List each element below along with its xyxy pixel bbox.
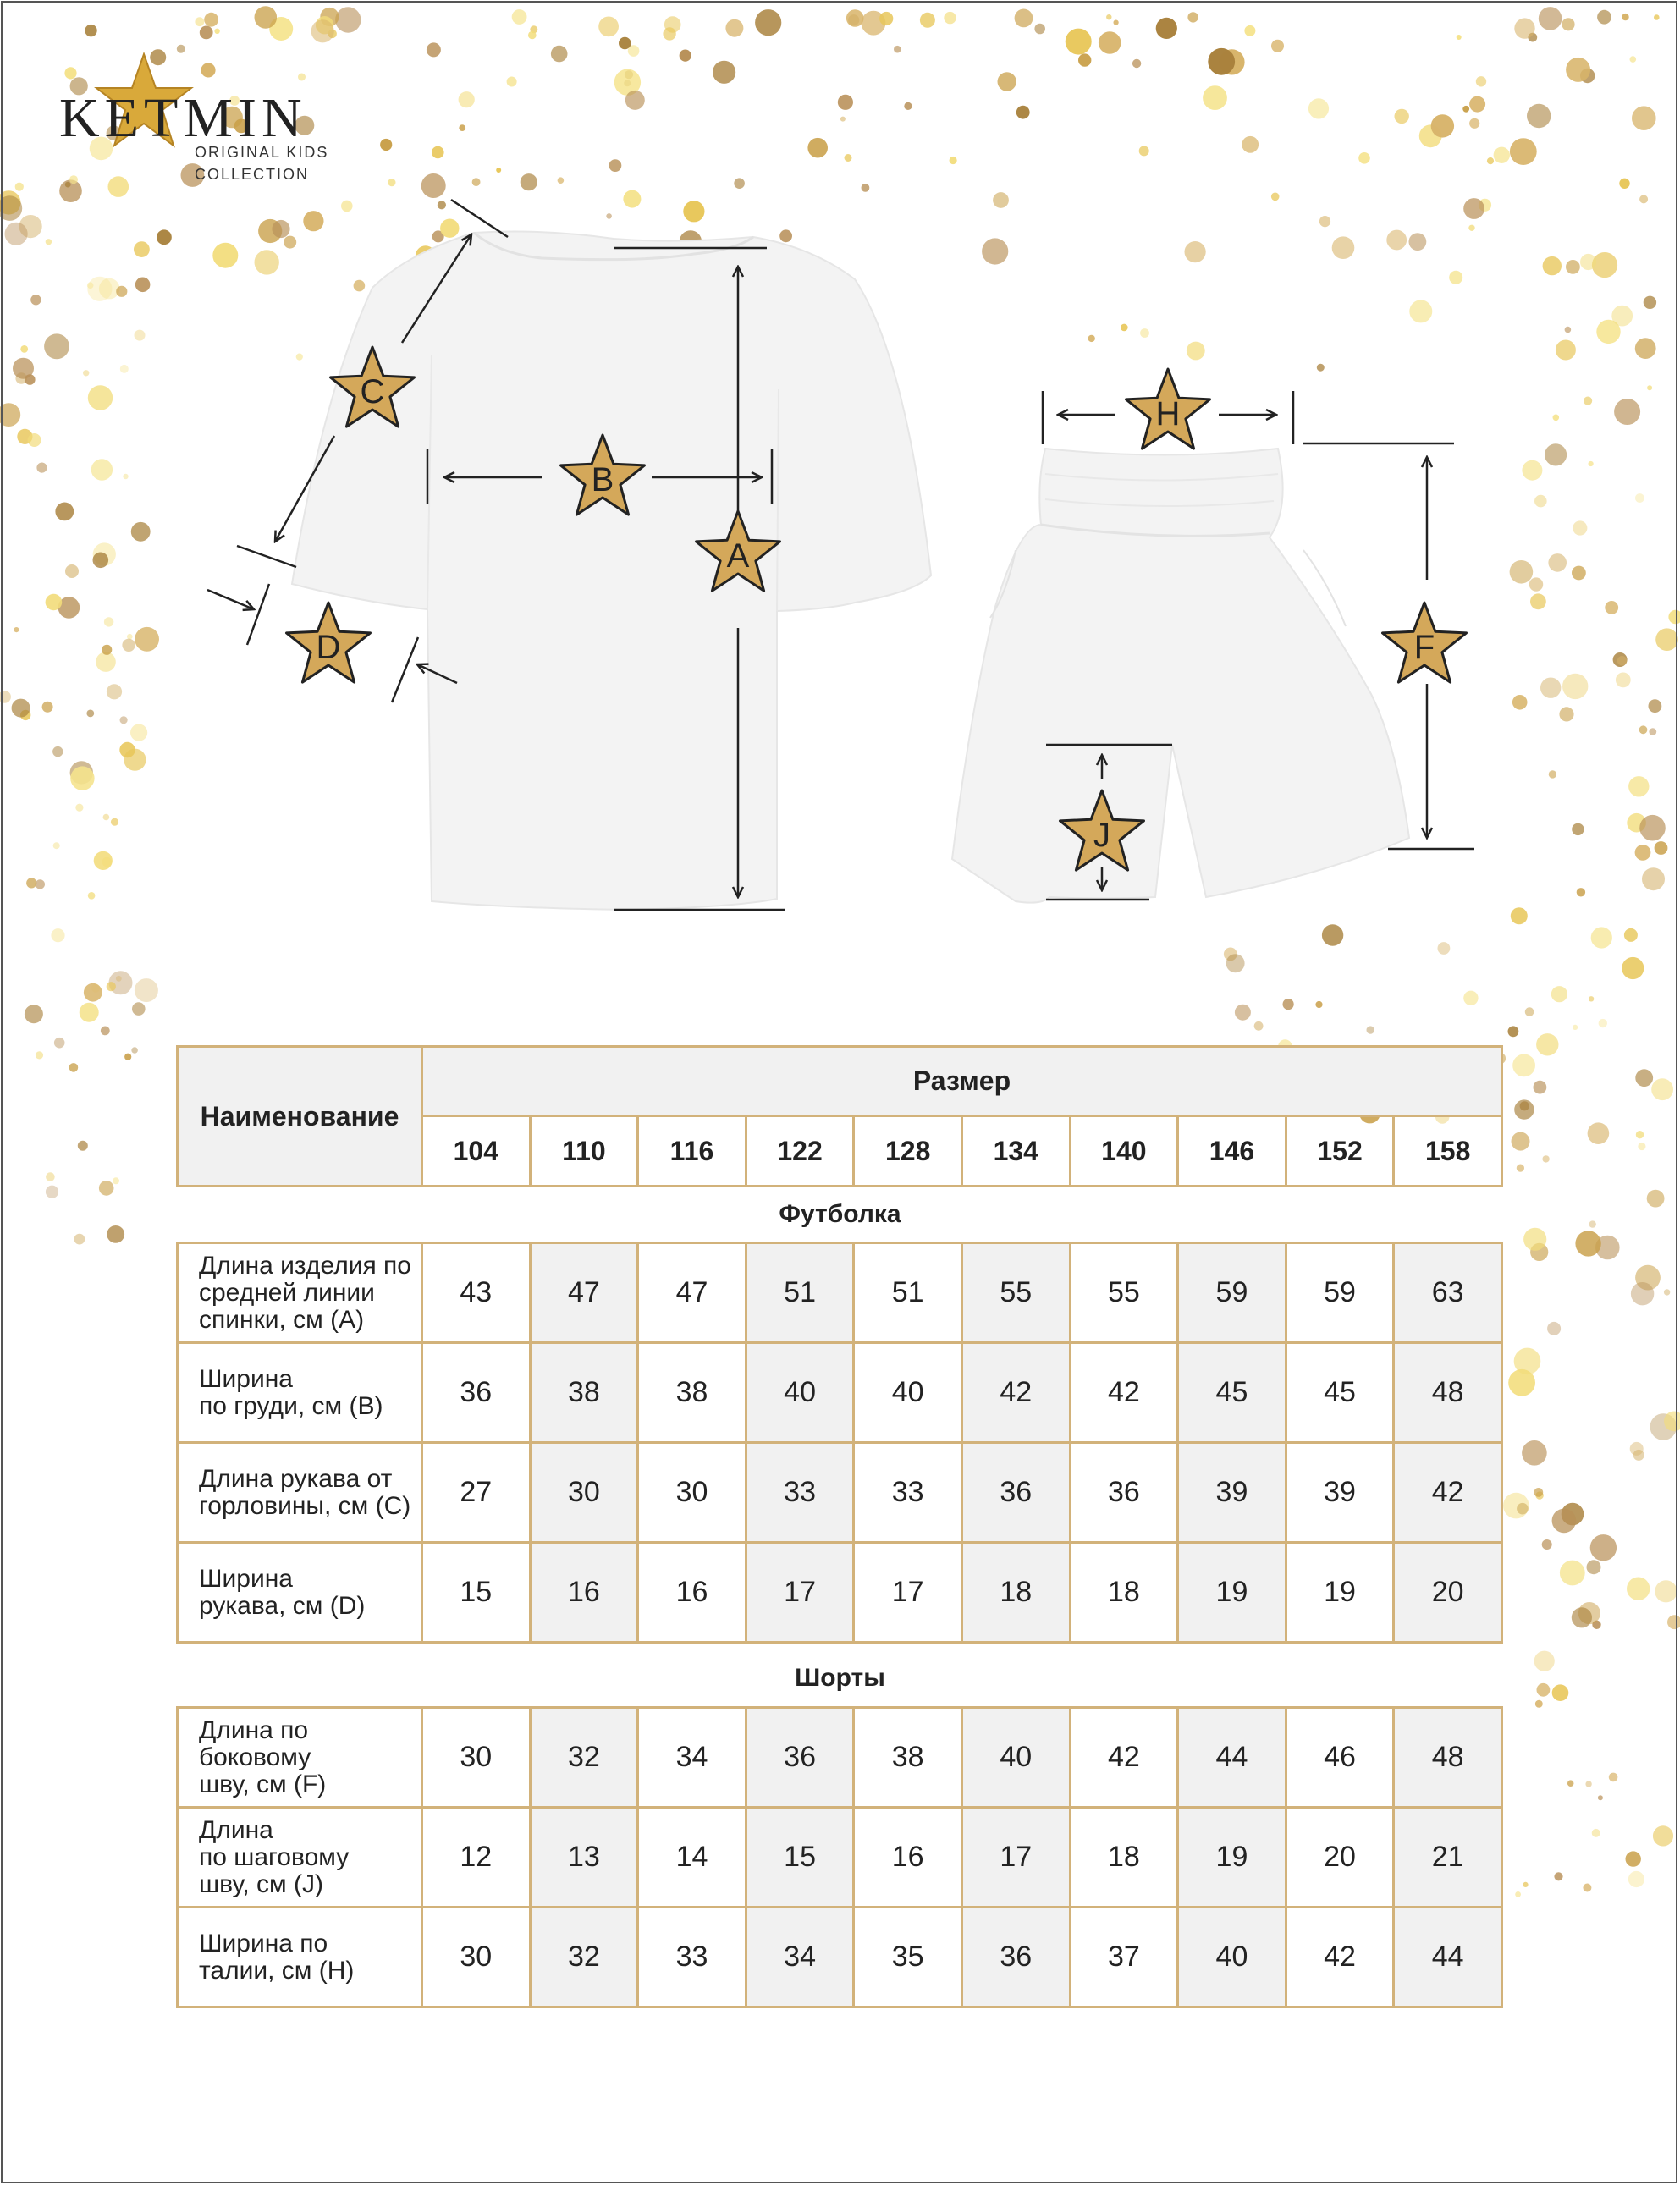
value-cell: 30 <box>422 1908 531 2007</box>
confetti-dot <box>1655 1580 1677 1602</box>
confetti-dot <box>1572 1607 1592 1627</box>
table-row <box>178 1343 1502 1443</box>
confetti-dot <box>1636 1131 1644 1138</box>
row-label-line: рукава, см (D) <box>199 1591 366 1620</box>
confetti-dot <box>1628 1871 1644 1887</box>
row-label-line: талии, см (H) <box>199 1956 355 1985</box>
value-cell: 36 <box>746 1708 854 1808</box>
confetti-dot <box>1626 1851 1641 1866</box>
value-cell: 42 <box>1070 1343 1178 1443</box>
confetti-dot <box>1588 1122 1610 1144</box>
table-row <box>178 1808 1502 1908</box>
value-cell: 43 <box>422 1243 531 1343</box>
garment-measurement-diagram <box>0 0 1680 956</box>
row-label-line: Ширина <box>199 1364 293 1393</box>
confetti-dot <box>1525 1007 1534 1016</box>
confetti-dot <box>101 1027 110 1036</box>
star-label: D <box>316 629 341 666</box>
value-cell: 17 <box>746 1543 854 1643</box>
value-cell: 34 <box>638 1708 746 1808</box>
value-cell: 55 <box>961 1243 1070 1343</box>
star-label: B <box>591 461 614 498</box>
confetti-dot <box>1635 1069 1653 1087</box>
confetti-dot <box>1463 991 1478 1005</box>
table-row <box>178 1708 1502 1808</box>
row-label <box>178 1543 422 1643</box>
confetti-dot <box>131 1047 138 1054</box>
table-row <box>178 1543 1502 1643</box>
value-cell: 16 <box>530 1543 638 1643</box>
confetti-dot <box>46 1172 55 1181</box>
row-label <box>178 1808 422 1908</box>
tshirt-measurements-table <box>176 1242 1503 1644</box>
confetti-dot <box>1552 1509 1577 1534</box>
value-cell: 48 <box>1394 1708 1502 1808</box>
size-cell: 116 <box>638 1116 746 1187</box>
confetti-dot <box>1631 1282 1654 1305</box>
value-cell: 51 <box>746 1243 854 1343</box>
value-cell: 63 <box>1394 1243 1502 1343</box>
value-cell: 38 <box>530 1343 638 1443</box>
confetti-dot <box>1254 1021 1264 1031</box>
confetti-dot <box>1651 1078 1673 1100</box>
brand-tagline-1: ORIGINAL KIDS <box>195 144 329 161</box>
size-cell: 146 <box>1178 1116 1286 1187</box>
value-cell: 17 <box>961 1808 1070 1908</box>
value-cell: 48 <box>1394 1343 1502 1443</box>
value-cell: 33 <box>746 1443 854 1543</box>
confetti-dot <box>1515 1891 1521 1897</box>
measurement-star-f <box>1383 603 1467 682</box>
confetti-dot <box>78 1141 88 1151</box>
confetti-dot <box>1567 1780 1574 1787</box>
value-cell: 38 <box>638 1343 746 1443</box>
confetti-dot <box>107 982 116 991</box>
size-cell: 110 <box>530 1116 638 1187</box>
value-cell: 35 <box>854 1908 962 2007</box>
confetti-dot <box>1599 1019 1607 1027</box>
value-cell: 36 <box>961 1443 1070 1543</box>
confetti-dot <box>1226 954 1245 972</box>
row-label-line: Длина <box>199 1815 273 1844</box>
value-cell: 42 <box>1070 1708 1178 1808</box>
confetti-dot <box>54 1038 65 1049</box>
confetti-dot <box>69 1063 79 1072</box>
confetti-dot <box>1547 1322 1561 1335</box>
name-header: Наименование <box>178 1047 422 1187</box>
confetti-dot <box>1542 1155 1549 1162</box>
value-cell: 40 <box>961 1708 1070 1808</box>
size-cell: 134 <box>961 1116 1070 1187</box>
confetti-dot <box>1627 1578 1650 1600</box>
row-label-line: шву, см (J) <box>199 1869 323 1898</box>
value-cell: 15 <box>746 1808 854 1908</box>
value-cell: 42 <box>961 1343 1070 1443</box>
value-cell: 39 <box>1286 1443 1394 1543</box>
value-cell: 32 <box>530 1708 638 1808</box>
value-cell: 46 <box>1286 1708 1394 1808</box>
value-cell: 44 <box>1394 1908 1502 2007</box>
confetti-dot <box>1551 986 1567 1002</box>
value-cell: 19 <box>1178 1543 1286 1643</box>
row-label-line: Длина рукава от <box>199 1464 393 1493</box>
value-cell: 36 <box>1070 1443 1178 1543</box>
confetti-dot <box>36 1051 43 1059</box>
row-label-line: по шаговому <box>199 1842 350 1871</box>
row-label-line: по груди, см (В) <box>199 1391 383 1420</box>
confetti-dot <box>1535 1700 1543 1708</box>
star-label: A <box>726 537 750 575</box>
value-cell: 13 <box>530 1808 638 1908</box>
confetti-dot <box>1522 1440 1547 1466</box>
confetti-dot <box>1315 1001 1322 1008</box>
table-row <box>178 1908 1502 2007</box>
confetti-dot <box>1587 1560 1601 1574</box>
confetti-dot <box>1508 1026 1519 1037</box>
value-cell: 19 <box>1286 1543 1394 1643</box>
confetti-dot <box>1592 1829 1600 1837</box>
value-cell: 45 <box>1286 1343 1394 1443</box>
size-header: Размер <box>422 1047 1502 1116</box>
row-label-line: Длина изделия по <box>199 1251 411 1280</box>
confetti-dot <box>1590 1534 1617 1561</box>
row-label-line: горловины, см (С) <box>199 1491 411 1520</box>
row-label-line: средней линии <box>199 1278 375 1307</box>
star-label: J <box>1093 817 1110 854</box>
brand-tagline-2: COLLECTION <box>195 166 310 183</box>
value-cell: 18 <box>961 1543 1070 1643</box>
value-cell: 30 <box>638 1443 746 1543</box>
confetti-dot <box>1512 1054 1535 1077</box>
confetti-dot <box>1664 1289 1670 1295</box>
value-cell: 59 <box>1178 1243 1286 1343</box>
row-label <box>178 1708 422 1808</box>
value-cell: 40 <box>854 1343 962 1443</box>
value-cell: 20 <box>1394 1543 1502 1643</box>
value-cell: 21 <box>1394 1808 1502 1908</box>
confetti-dot <box>1554 1872 1562 1880</box>
value-cell: 42 <box>1286 1908 1394 2007</box>
confetti-dot <box>99 1181 114 1196</box>
value-cell: 33 <box>638 1908 746 2007</box>
confetti-dot <box>1523 1882 1528 1887</box>
value-cell: 59 <box>1286 1243 1394 1343</box>
confetti-dot <box>1536 1033 1558 1055</box>
confetti-dot <box>80 1003 99 1022</box>
size-cell: 128 <box>854 1116 962 1187</box>
confetti-dot <box>1517 1165 1524 1172</box>
shorts-measurements-table <box>176 1706 1503 2008</box>
value-cell: 19 <box>1178 1808 1286 1908</box>
value-cell: 36 <box>961 1908 1070 2007</box>
confetti-dot <box>132 1002 146 1016</box>
value-cell: 18 <box>1070 1543 1178 1643</box>
confetti-dot <box>124 1054 131 1060</box>
shorts-illustration <box>952 449 1409 903</box>
confetti-dot <box>1514 1099 1534 1119</box>
confetti-dot <box>1583 1884 1591 1892</box>
value-cell: 47 <box>638 1243 746 1343</box>
value-cell: 30 <box>422 1708 531 1808</box>
confetti-dot <box>1512 1132 1530 1151</box>
value-cell: 37 <box>1070 1908 1178 2007</box>
confetti-dot <box>1560 1561 1585 1586</box>
confetti-dot <box>74 1234 85 1245</box>
row-label-line: шву, см (F) <box>199 1770 327 1798</box>
confetti-dot <box>84 983 102 1002</box>
confetti-dot <box>1622 957 1644 979</box>
value-cell: 20 <box>1286 1808 1394 1908</box>
confetti-dot <box>116 976 122 982</box>
row-label-line: Длина по <box>199 1715 309 1744</box>
confetti-dot <box>1283 999 1294 1010</box>
confetti-dot <box>1508 1369 1535 1396</box>
confetti-dot <box>1534 1488 1543 1497</box>
confetti-dot <box>1609 1773 1618 1782</box>
star-label: F <box>1413 629 1435 666</box>
confetti-dot <box>1534 1081 1547 1094</box>
value-cell: 15 <box>422 1543 531 1643</box>
value-cell: 14 <box>638 1808 746 1908</box>
confetti-dot <box>1367 1026 1374 1033</box>
value-cell: 38 <box>854 1708 962 1808</box>
measurement-star-h <box>1126 369 1210 449</box>
star-label: C <box>360 373 385 410</box>
table-row <box>178 1243 1502 1343</box>
confetti-dot <box>1523 1228 1546 1251</box>
size-cell: 158 <box>1394 1116 1502 1187</box>
value-cell: 16 <box>854 1808 962 1908</box>
size-cell: 152 <box>1286 1116 1394 1187</box>
row-label-line: спинки, см (А) <box>199 1305 365 1334</box>
shorts-section-title: Шорты <box>795 1664 885 1692</box>
confetti-dot <box>1585 1781 1591 1787</box>
confetti-dot <box>113 1177 119 1184</box>
size-header-table <box>176 1045 1503 1187</box>
row-label <box>178 1343 422 1443</box>
confetti-dot <box>1598 1795 1603 1800</box>
star-label: H <box>1155 395 1181 432</box>
confetti-dot <box>1667 1615 1680 1629</box>
value-cell: 36 <box>422 1343 531 1443</box>
value-cell: 30 <box>530 1443 638 1543</box>
value-cell: 32 <box>530 1908 638 2007</box>
confetti-dot <box>1653 1825 1673 1846</box>
value-cell: 18 <box>1070 1808 1178 1908</box>
value-cell: 17 <box>854 1543 962 1643</box>
confetti-dot <box>1542 1539 1552 1550</box>
confetti-dot <box>1517 1503 1529 1515</box>
confetti-dot <box>1573 1025 1578 1030</box>
value-cell: 44 <box>1178 1708 1286 1808</box>
tshirt-illustration <box>292 232 931 910</box>
row-label-line: боковому <box>199 1743 311 1771</box>
value-cell: 55 <box>1070 1243 1178 1343</box>
confetti-dot <box>1630 1442 1644 1456</box>
row-label <box>178 1243 422 1343</box>
confetti-dot <box>1235 1005 1251 1021</box>
value-cell: 45 <box>1178 1343 1286 1443</box>
value-cell: 33 <box>854 1443 962 1543</box>
value-cell: 40 <box>746 1343 854 1443</box>
value-cell: 34 <box>746 1908 854 2007</box>
value-cell: 27 <box>422 1443 531 1543</box>
value-cell: 42 <box>1394 1443 1502 1543</box>
row-label-line: Ширина по <box>199 1929 328 1957</box>
row-label-line: Ширина <box>199 1564 293 1593</box>
value-cell: 47 <box>530 1243 638 1343</box>
measurement-star-d <box>287 603 371 682</box>
size-cell: 140 <box>1070 1116 1178 1187</box>
confetti-dot <box>1575 1231 1600 1256</box>
value-cell: 16 <box>638 1543 746 1643</box>
confetti-dot <box>25 1005 43 1023</box>
confetti-dot <box>1589 996 1594 1001</box>
size-cell: 122 <box>746 1116 854 1187</box>
row-label <box>178 1443 422 1543</box>
value-cell: 12 <box>422 1808 531 1908</box>
confetti-dot <box>135 978 158 1002</box>
value-cell: 40 <box>1178 1908 1286 2007</box>
confetti-dot <box>1638 1143 1645 1150</box>
size-cell: 104 <box>422 1116 531 1187</box>
value-cell: 39 <box>1178 1443 1286 1543</box>
table-row <box>178 1443 1502 1543</box>
confetti-dot <box>46 1186 58 1198</box>
row-label <box>178 1908 422 2007</box>
brand-name: KETMIN <box>59 87 307 149</box>
value-cell: 51 <box>854 1243 962 1343</box>
tshirt-section-title: Футболка <box>779 1200 901 1228</box>
